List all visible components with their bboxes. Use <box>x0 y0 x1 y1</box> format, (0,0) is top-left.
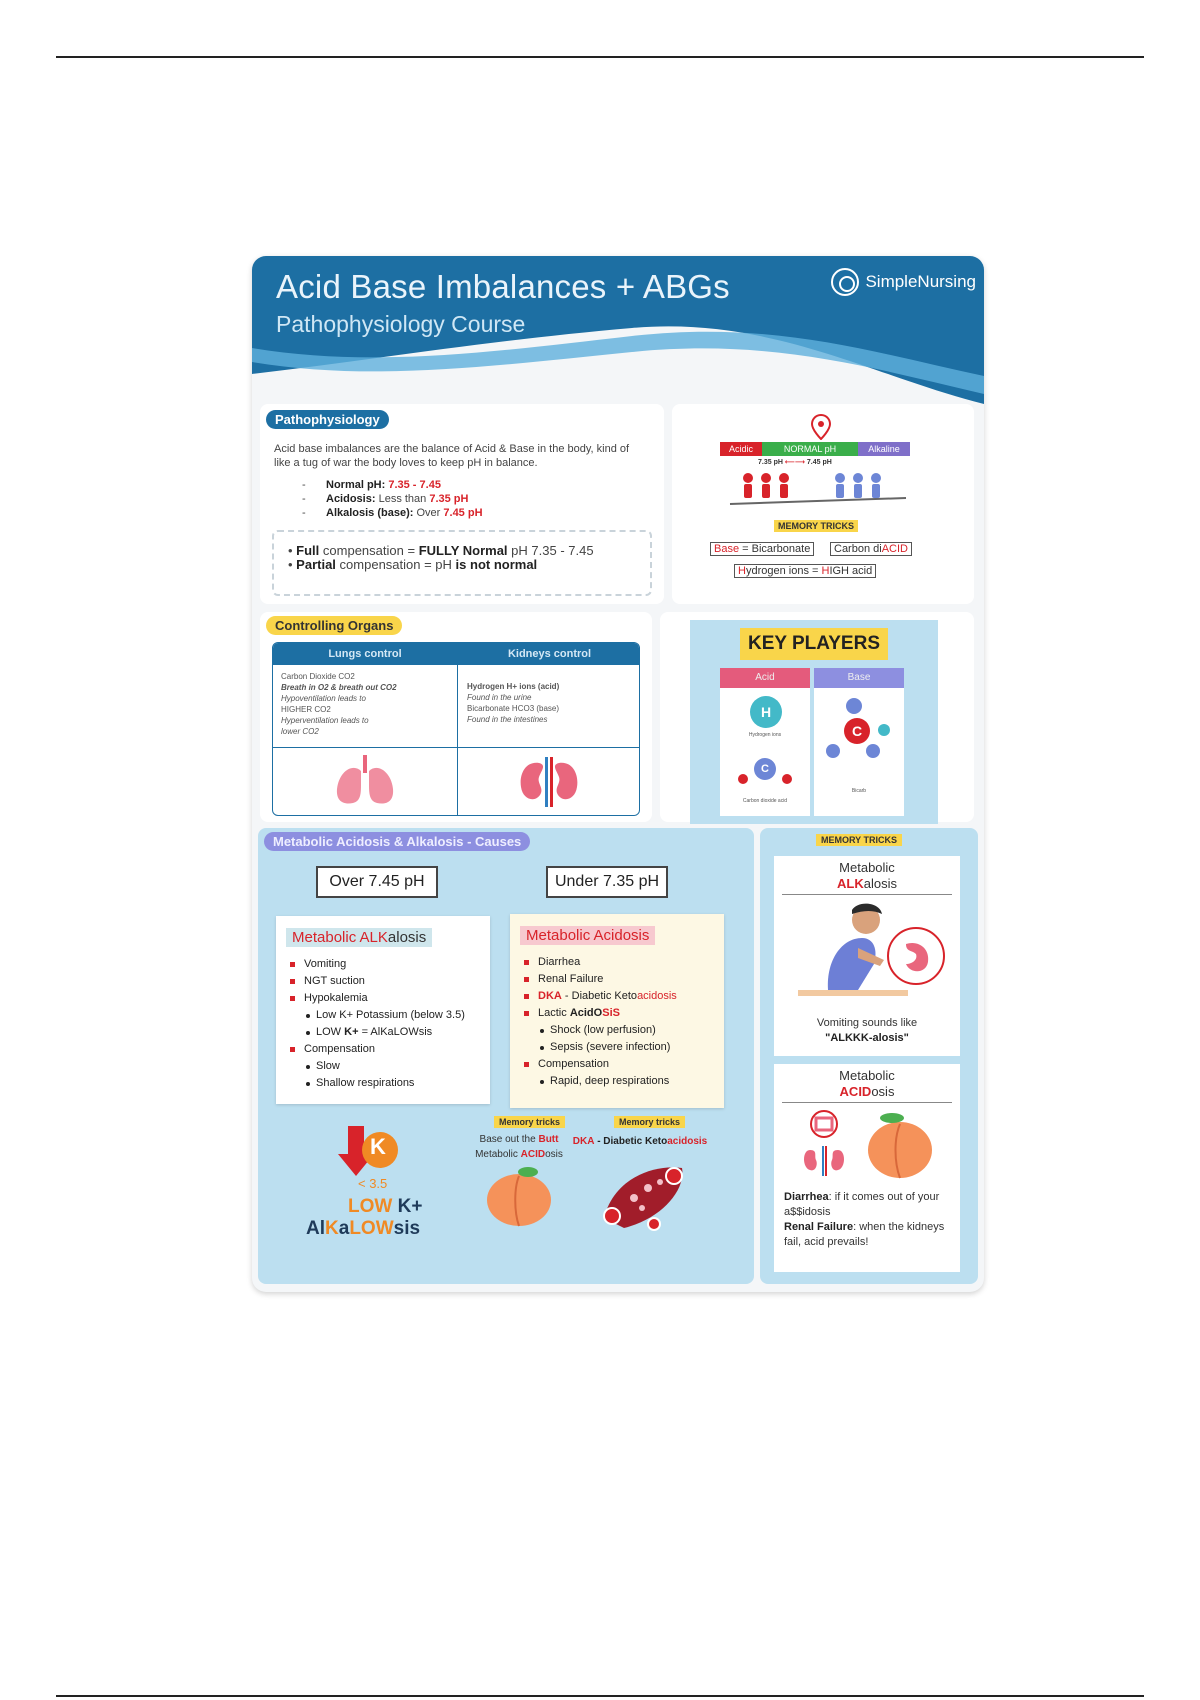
patho-intro: Acid base imbalances are the balance of Acid & Base in the body, kind of like a tug of war the body loves to keep pH in balance. <box>274 443 630 469</box>
table-divider-vertical <box>457 643 458 816</box>
oxygen-atom-icon <box>736 772 750 786</box>
bicarb-atom-icon <box>826 744 840 758</box>
controlling-organs-panel <box>260 612 652 822</box>
alkalosis-subcause: Low K+ Potassium (below 3.5) <box>290 1007 465 1024</box>
controlling-organs-tag: Controlling Organs <box>266 616 402 635</box>
causes-panel <box>258 828 754 1284</box>
pathophysiology-tag: Pathophysiology <box>266 410 389 429</box>
compensation-text <box>288 544 594 572</box>
ph-scale-panel <box>672 404 974 604</box>
memory-tricks-tag: MEMORY TRICKS <box>774 520 858 532</box>
base-column <box>814 668 904 816</box>
brand-logo <box>831 268 976 296</box>
alkalosis-item: - Alkalosis (base): Over 7.45 pH <box>302 506 483 520</box>
table-divider-horizontal <box>273 747 640 748</box>
low-potassium-arrow-icon <box>334 1124 404 1180</box>
alkaline-segment: Alkaline <box>858 442 910 456</box>
acidosis-card-title: Metabolic Acidosis <box>520 926 655 945</box>
renal-failure-trick: Renal Failure: when the kidneys fail, acid prevails! <box>784 1221 945 1248</box>
potassium-threshold: < 3.5 <box>358 1176 388 1191</box>
low-k-label: LOW K+ <box>348 1196 423 1217</box>
alkalosis-trick-title: Metabolic ALKalosis <box>837 860 897 891</box>
over-745-box: Over 7.45 pH <box>316 866 438 898</box>
organs-table <box>272 642 640 816</box>
blood-vessel-icon <box>594 1158 690 1234</box>
alkalosis-trick-caption: Vomiting sounds like "ALKKK-alosis" <box>816 1017 918 1044</box>
dka-trick: DKA - Diabetic Ketoacidosis <box>572 1136 708 1147</box>
normal-segment: NORMAL pH <box>762 442 858 456</box>
oxygen-atom-icon <box>780 772 794 786</box>
acidosis-item: - Acidosis: Less than 7.35 pH <box>302 492 483 506</box>
bicarb-carbon-icon: C <box>844 718 870 744</box>
header-subtitle: Pathophysiology Course <box>276 311 526 337</box>
bicarb-atom-icon <box>878 724 890 736</box>
peach-icon <box>864 1108 936 1180</box>
alkalosis-compensation-item: Shallow respirations <box>290 1075 465 1092</box>
acidosis-trick-title: Metabolic ACIDosis <box>839 1068 895 1099</box>
alkalosis-cause: NGT suction <box>290 973 465 990</box>
alkalosis-cause: Hypokalemia <box>290 990 465 1007</box>
alkalosis-card-title: Metabolic ALKalosis <box>286 928 432 947</box>
acidosis-subcause: Shock (low perfusion) <box>524 1022 677 1039</box>
alkalosis-cause: Vomiting <box>290 956 465 973</box>
lungs-icon <box>333 753 397 809</box>
infographic-sheet <box>252 256 984 1292</box>
memory-tricks-column-tag: MEMORY TRICKS <box>816 834 902 846</box>
acidosis-compensation-item: Rapid, deep respirations <box>524 1073 677 1090</box>
acidosis-cause: Lactic AcidOSiS <box>524 1005 677 1022</box>
hydrogen-caption: Hydrogen ions <box>748 732 782 738</box>
partial-compensation: • Partial compensation = pH is not normal <box>288 557 538 572</box>
alkalosis-trick-divider <box>782 894 952 895</box>
alkalosis-cause-list <box>290 956 465 1092</box>
bicarb-caption: Bicarb <box>851 788 867 794</box>
base-out-butt-trick: Base out the Butt Metabolic ACIDosis <box>475 1134 563 1160</box>
peach-icon <box>484 1164 554 1228</box>
memory-tricks-panel <box>760 828 978 1284</box>
acidosis-trick-card <box>774 1064 960 1272</box>
base-header: Base <box>814 668 904 688</box>
key-players-title: KEY PLAYERS <box>740 628 888 660</box>
brand-name: SimpleNursing <box>865 272 976 291</box>
metabolic-alkalosis-card <box>276 916 490 1104</box>
acidosis-cause: DKA - Diabetic Ketoacidosis <box>524 988 677 1005</box>
tug-of-war-icon <box>728 470 908 512</box>
acidic-segment: Acidic <box>720 442 762 456</box>
header-banner <box>252 256 984 404</box>
ph-scale-bar <box>720 442 910 456</box>
alkalosis-compensation-item: Slow <box>290 1058 465 1075</box>
vomiting-person-icon <box>788 900 948 1010</box>
acidosis-cause: Renal Failure <box>524 971 677 988</box>
pathophysiology-panel <box>260 404 664 604</box>
top-rule <box>56 56 1144 58</box>
carbon-atom-icon: C <box>754 758 776 780</box>
acid-header: Acid <box>720 668 810 688</box>
bicarb-atom-icon <box>846 698 862 714</box>
memory-tricks-tag-1: Memory tricks <box>494 1116 565 1128</box>
metabolic-acidosis-card <box>510 914 724 1108</box>
kidneys-icon <box>517 755 581 809</box>
trick-base-bicarbonate: Base = Bicarbonate <box>710 542 814 556</box>
alkalosis-trick-card <box>774 856 960 1056</box>
trick-carbon-diacid: Carbon diACID <box>830 542 912 556</box>
ph-range-labels: 7.35 pH ⟵⟶ 7.45 pH <box>758 459 832 466</box>
lungs-control-text: Carbon Dioxide CO2 Breath in O2 & breath out CO2 Hypoventilation leads to HIGHER CO2 Hyperventilation leads to lower CO2 <box>281 672 397 736</box>
key-players-panel <box>660 612 974 822</box>
memory-tricks-tag-2: Memory tricks <box>614 1116 685 1128</box>
diarrhea-trick: Diarrhea: if it comes out of your a$$idosis <box>784 1191 940 1218</box>
header-title: Acid Base Imbalances + ABGs <box>276 268 730 305</box>
kidney-organs-icon <box>800 1110 850 1180</box>
alkalosis-subcause: LOW K+ = AlKaLOWsis <box>290 1024 465 1041</box>
alkalowsis-label: AlKaLOWsis <box>306 1218 421 1239</box>
bicarb-atom-icon <box>866 744 880 758</box>
full-compensation: • Full compensation = FULLY Normal pH 7.35 - 7.45 <box>288 543 594 558</box>
bottom-rule <box>56 1695 1144 1697</box>
carbon-dioxide-caption: Carbon dioxide acid <box>742 798 788 804</box>
lungs-control-header: Lungs control <box>273 643 457 665</box>
kidneys-control-text: Hydrogen H+ ions (acid) Found in the urine Bicarbonate HCO3 (base) Found in the intestines <box>467 682 560 724</box>
acidosis-trick-divider <box>782 1102 952 1103</box>
under-735-box: Under 7.35 pH <box>546 866 668 898</box>
ph-range-list <box>302 478 483 520</box>
causes-tag: Metabolic Acidosis & Alkalosis - Causes <box>264 832 530 851</box>
key-players-box <box>690 620 938 824</box>
normal-ph-item: - Normal pH: 7.35 - 7.45 <box>302 478 483 492</box>
kidneys-control-header: Kidneys control <box>458 643 640 665</box>
simplenursing-logo-icon <box>831 268 859 296</box>
acid-column <box>720 668 810 816</box>
acidosis-cause: Diarrhea <box>524 954 677 971</box>
trick-hydrogen-high-acid: Hydrogen ions = HIGH acid <box>734 564 876 578</box>
acidosis-compensation: Compensation <box>524 1056 677 1073</box>
alkalosis-compensation: Compensation <box>290 1041 465 1058</box>
location-pin-icon <box>810 414 832 440</box>
hydrogen-ion-icon: H <box>750 696 782 728</box>
acidosis-subcause: Sepsis (severe infection) <box>524 1039 677 1056</box>
acidosis-cause-list <box>524 954 677 1090</box>
potassium-letter: K <box>370 1134 386 1159</box>
